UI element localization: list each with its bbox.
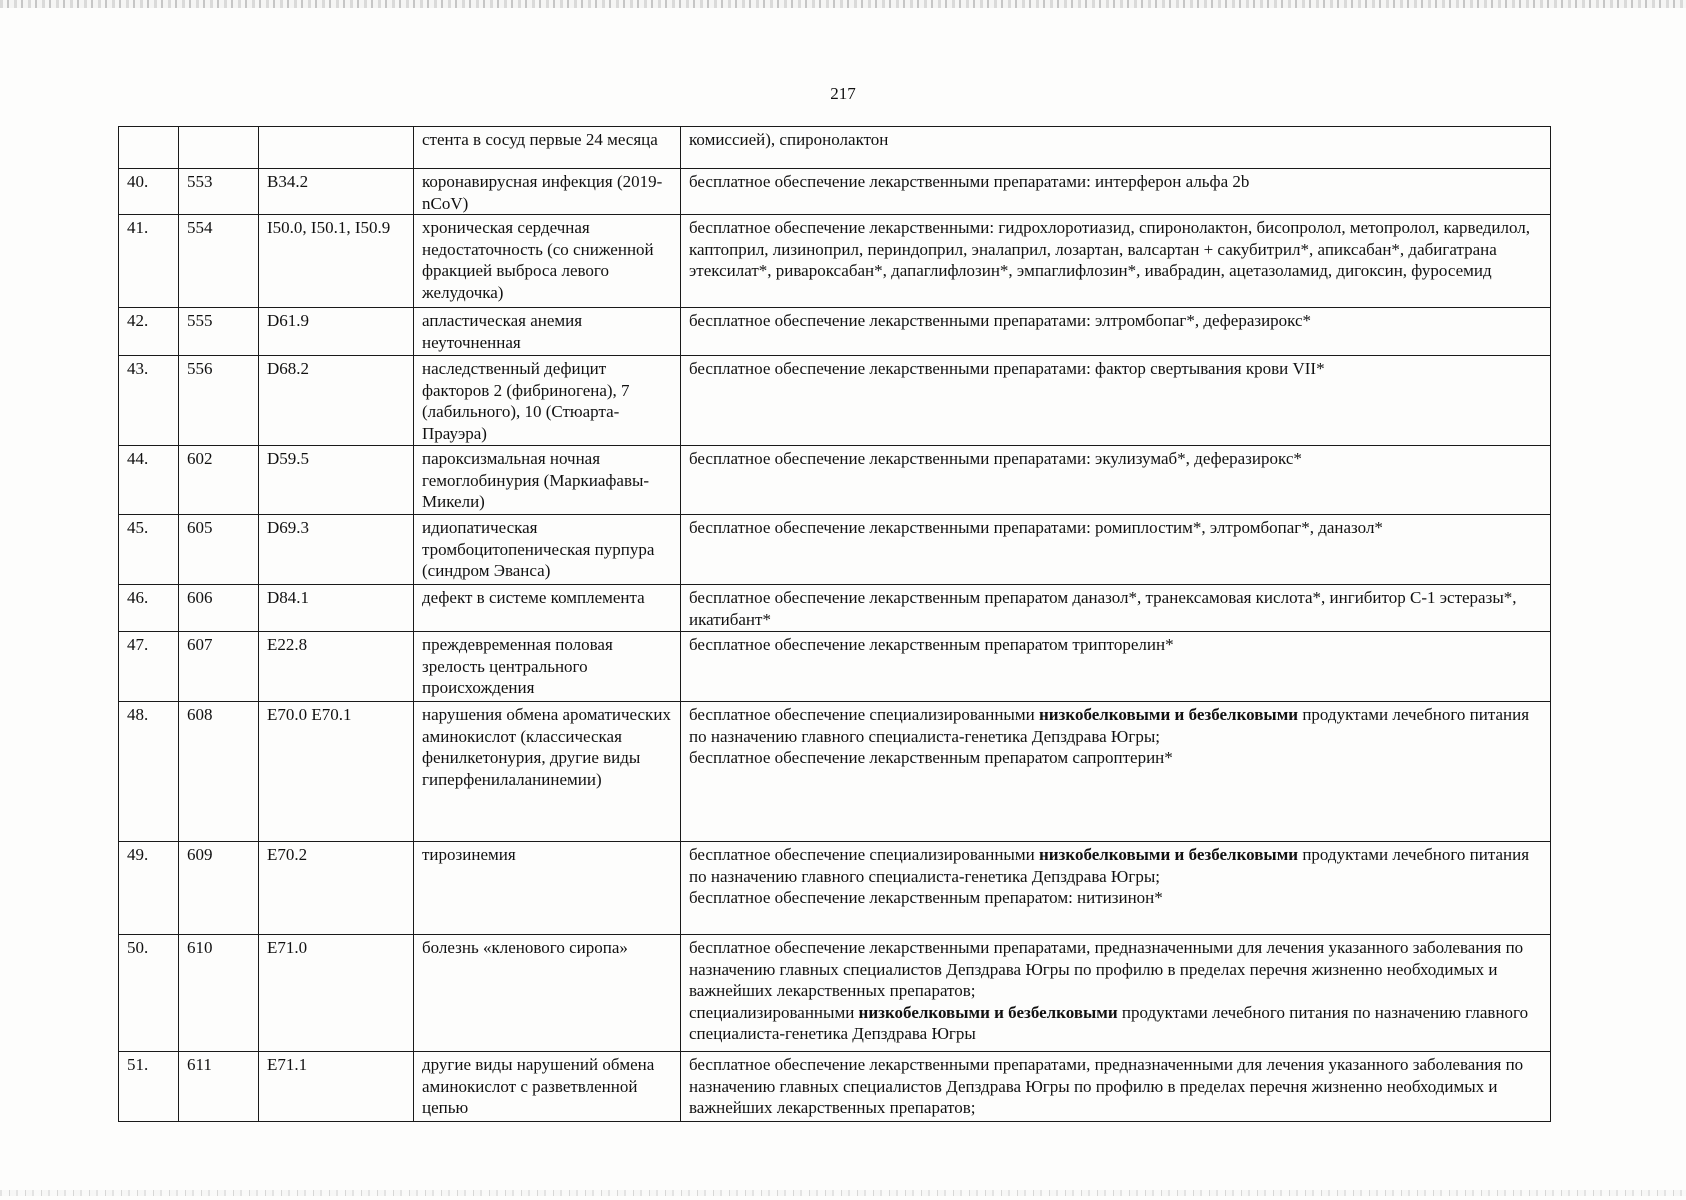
treatment-cell	[681, 446, 1551, 515]
row-number-cell: 42.	[119, 308, 179, 356]
disease-name-cell: болезнь «кленового сиропа»	[414, 935, 681, 1052]
treatment-text: продуктами лечебного питания по назначению главного специалиста-генетика Депздрава Югры	[689, 1002, 1529, 1043]
treatment-cell	[681, 702, 1551, 842]
icd-code-cell: E71.0	[259, 935, 414, 1052]
disease-name-cell: пароксизмальная ночная гемоглобинурия (Маркиафавы-Микели)	[414, 446, 681, 515]
treatment-text: продуктами лечебного питания по назначению главного специалиста-генетика Депздрава Югры;	[689, 705, 1530, 746]
table-row	[119, 169, 1551, 215]
disease-name-cell: дефект в системе комплемента	[414, 585, 681, 632]
row-id-cell: 556	[179, 356, 259, 446]
disease-name-cell: нарушения обмена ароматических аминокислот (классическая фенилкетонурия, другие виды гиперфенилаланинемии)	[414, 702, 681, 842]
treatment-text: продуктами лечебного питания по назначению главного специалиста-генетика Депздрава Югры;	[689, 845, 1530, 886]
treatment-cell	[681, 585, 1551, 632]
row-id-cell: 605	[179, 515, 259, 585]
icd-code-cell: D59.5	[259, 446, 414, 515]
treatment-text-bold: низкобелковыми и безбелковыми	[1038, 705, 1299, 724]
treatment-text: бесплатное обеспечение лекарственными препаратами: элтромбопаг*, деферазирокс*	[689, 311, 1312, 330]
row-number-cell: 51.	[119, 1052, 179, 1122]
row-number-cell: 47.	[119, 632, 179, 702]
treatment-cell	[681, 515, 1551, 585]
row-id-cell: 555	[179, 308, 259, 356]
icd-code-cell: E70.2	[259, 842, 414, 935]
table-body	[119, 127, 1551, 1122]
table-row	[119, 215, 1551, 308]
icd-code-cell: E22.8	[259, 632, 414, 702]
treatment-text: специализированными	[689, 1002, 859, 1022]
icd-code-cell: D61.9	[259, 308, 414, 356]
disease-name-cell: идиопатическая тромбоцитопеническая пурпура (синдром Эванса)	[414, 515, 681, 585]
treatment-cell	[681, 356, 1551, 446]
treatment-cell	[681, 127, 1551, 169]
row-id-cell: 602	[179, 446, 259, 515]
page-number: 217	[830, 84, 856, 103]
disease-name-cell: коронавирусная инфекция (2019-nCoV)	[414, 169, 681, 215]
scan-edge-top	[0, 0, 1686, 8]
treatment-cell	[681, 308, 1551, 356]
treatment-cell	[681, 935, 1551, 1052]
treatment-text: бесплатное обеспечение специализированными	[689, 845, 1039, 864]
treatment-text: комиссией), спиронолактон	[689, 130, 889, 149]
row-id-cell: 607	[179, 632, 259, 702]
row-id-cell: 606	[179, 585, 259, 632]
row-id-cell	[179, 127, 259, 169]
icd-code-cell: E70.0 E70.1	[259, 702, 414, 842]
treatment-text: бесплатное обеспечение специализированными	[689, 705, 1039, 724]
treatment-text: бесплатное обеспечение лекарственными препаратами: интерферон альфа 2b	[689, 172, 1250, 191]
row-number-cell: 44.	[119, 446, 179, 515]
treatment-text: бесплатное обеспечение лекарственным препаратом трипторелин*	[689, 635, 1174, 654]
disease-name-cell: наследственный дефицит факторов 2 (фибриногена), 7 (лабильного), 10 (Стюарта-Прауэра)	[414, 356, 681, 446]
icd-code-cell: D68.2	[259, 356, 414, 446]
icd-code-cell: I50.0, I50.1, I50.9	[259, 215, 414, 308]
icd-code-cell: B34.2	[259, 169, 414, 215]
treatment-text: бесплатное обеспечение лекарственным препаратом: нитизинон*	[689, 888, 1163, 907]
disease-name-cell: апластическая анемия неуточненная	[414, 308, 681, 356]
row-number-cell: 46.	[119, 585, 179, 632]
icd-code-cell: D69.3	[259, 515, 414, 585]
drug-provision-table	[118, 126, 1551, 1122]
treatment-text: бесплатное обеспечение лекарственными препаратами: фактор свертывания крови VII*	[689, 359, 1325, 378]
row-number-cell: 48.	[119, 702, 179, 842]
table-row	[119, 935, 1551, 1052]
icd-code-cell: E71.1	[259, 1052, 414, 1122]
treatment-text: бесплатное обеспечение лекарственным препаратом сапроптерин*	[689, 748, 1173, 767]
icd-code-cell	[259, 127, 414, 169]
treatment-cell	[681, 632, 1551, 702]
table-row	[119, 308, 1551, 356]
row-id-cell: 611	[179, 1052, 259, 1122]
treatment-text: бесплатное обеспечение лекарственными: гидрохлоротиазид, спиронолактон, бисопролол, метопролол, карведилол, каптоприл, лизиноприл, периндоприл, эналаприл, лозартан, валсартан + сакубитрил*, апиксабан*, дабигатрана этексилат*, ривароксабан*, дапаглифлозин*, эмпаглифлозин*, ивабрадин, ацетазоламид, дигоксин, фуросемид	[689, 218, 1531, 280]
treatment-text: бесплатное обеспечение лекарственными препаратами: ромиплостим*, элтромбопаг*, даназол*	[689, 518, 1383, 537]
disease-name-cell: другие виды нарушений обмена аминокислот с разветвленной цепью	[414, 1052, 681, 1122]
treatment-cell	[681, 169, 1551, 215]
row-number-cell: 40.	[119, 169, 179, 215]
disease-name-cell: стента в сосуд первые 24 месяца	[414, 127, 681, 169]
treatment-text: бесплатное обеспечение лекарственными препаратами, предназначенными для лечения указанного заболевания по назначению главных специалистов Депздрава Югры по профилю в пределах перечня жизненно необходимых и важнейших лекарственных препаратов;	[689, 1055, 1524, 1117]
table-row	[119, 446, 1551, 515]
table-row	[119, 515, 1551, 585]
row-id-cell: 608	[179, 702, 259, 842]
icd-code-cell: D84.1	[259, 585, 414, 632]
row-number-cell: 49.	[119, 842, 179, 935]
treatment-text-bold: низкобелковыми и безбелковыми	[858, 1002, 1118, 1022]
row-id-cell: 609	[179, 842, 259, 935]
row-number-cell: 41.	[119, 215, 179, 308]
disease-name-cell: хроническая сердечная недостаточность (со сниженной фракцией выброса левого желудочка)	[414, 215, 681, 308]
table-row	[119, 1052, 1551, 1122]
row-id-cell: 553	[179, 169, 259, 215]
table-row	[119, 127, 1551, 169]
row-id-cell: 610	[179, 935, 259, 1052]
row-id-cell: 554	[179, 215, 259, 308]
treatment-cell	[681, 842, 1551, 935]
row-number-cell: 50.	[119, 935, 179, 1052]
table-row	[119, 356, 1551, 446]
table-row	[119, 585, 1551, 632]
treatment-text: бесплатное обеспечение лекарственными препаратами: экулизумаб*, деферазирокс*	[689, 449, 1302, 468]
disease-name-cell: преждевременная половая зрелость центрального происхождения	[414, 632, 681, 702]
row-number-cell: 45.	[119, 515, 179, 585]
table-row	[119, 842, 1551, 935]
row-number-cell	[119, 127, 179, 169]
treatment-text-bold: низкобелковыми и безбелковыми	[1038, 845, 1299, 864]
table-row	[119, 632, 1551, 702]
scan-edge-bottom	[0, 1190, 1686, 1196]
treatment-text: бесплатное обеспечение лекарственным препаратом даназол*, транексамовая кислота*, ингибитор С-1 эстеразы*, икатибант*	[689, 588, 1517, 629]
row-number-cell: 43.	[119, 356, 179, 446]
table-row	[119, 702, 1551, 842]
treatment-text: бесплатное обеспечение лекарственными препаратами, предназначенными для лечения указанного заболевания по назначению главных специалистов Депздрава Югры по профилю в пределах перечня жизненно необходимых и важнейших лекарственных препаратов;	[689, 938, 1524, 1000]
disease-name-cell: тирозинемия	[414, 842, 681, 935]
treatment-cell	[681, 1052, 1551, 1122]
treatment-cell	[681, 215, 1551, 308]
